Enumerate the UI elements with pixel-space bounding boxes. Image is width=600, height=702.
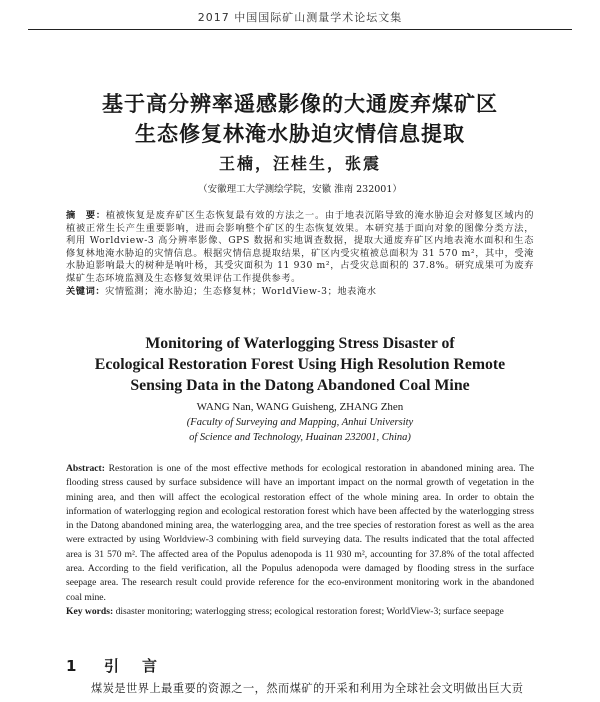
running-header: 2017 中国国际矿山测量学术论坛文集 [197,11,403,24]
cn-authors: 王楠，汪桂生，张震 [218,154,381,173]
cn-keywords-text: 灾情監測；淹水胁迫；生态修复林；WorldView-3；地表淹水 [105,285,377,297]
en-keywords-label: Key words: [66,605,114,617]
body-first-line: 煤炭是世界上最重要的资源之一，然而煤矿的开采和利用为全球社会文明做出巨大贡 [91,682,524,695]
cn-abstract-text: 植被恢复是废弃矿区生态恢复最有效的方法之一。由于地表沉陷导致的淹水胁迫会对修复区域内的植被正常生长产生重要影响，进而会影响整个矿区的生态恢复效果。本研究基于面向对象的图像分类方法，利用 Worldview-3 高分辨率影像、GPS 数据和实地调查数据，提取大通废弃矿区内地表淹水面积和生态修复林地淹水胁迫的灾情信息。根据灾情信息提取结果，矿区内受灾植被总面积为 31 570 m²，其中，受淹水胁迫影响最大的树种是响叶杨，其受灾面积为 11 930 m²，占受灾总面积的 37.8%。研究成果可为废弃煤矿生态环境监测及生态修复效果评估工作提供参考。 [66,210,534,284]
section-title-char-2: 言 [142,657,158,675]
header-rule [28,29,572,30]
cn-abstract [66,210,534,298]
section-heading [66,655,157,676]
cn-title-line-2: 生态修复林淹水胁迫灾情信息提取 [135,121,465,146]
cn-title-line-1: 基于高分辨率遥感影像的大通废弃煤矿区 [102,91,498,116]
section-number: 1 [66,657,77,675]
en-authors: WANG Nan, WANG Guisheng, ZHANG Zhen [196,401,404,413]
en-abstract-text: Restoration is one of the most effective methods for ecological restoration in abandoned mining area. The flooding stress caused by surface subsidence will have an important impact on the normal growth of vegetation in the mining area, and then will affect the ecological restoration effect of the whole mining area. In order to obtain the information of waterlogging region and ecological restoration forest which have been affected by the waterlogging stress in the Datong abandoned mining area, the waterlogging area, and the tree species of restoration forest as well as the area were extracted by using Worldview-3 combining with field surveying data. The results indicated that the total affected area is 31 570 m². The affected area of the Populus adenopoda is 11 930 m², accounting for 37.8% of the total affected area. According to the field verification, all the Populus adenopoda were damaged by flooding stress in the surface seepage area. The research result could provide reference for the eco-environment monitoring work in the abandoned coal mine. [66,463,534,603]
en-title-line-1: Monitoring of Waterlogging Stress Disaster of [145,335,455,352]
en-affiliation-line-2: of Science and Technology, Huainan 232001, China) [189,432,411,443]
cn-abstract-label: 摘 要： [66,210,106,221]
en-abstract [66,462,534,619]
cn-keywords-label: 关键词： [66,285,106,297]
en-keywords-text: disaster monitoring; waterlogging stress; ecological restoration forest; WorldView-3; surface seepage [115,605,504,617]
cn-affiliation: （安徽理工大学测绘学院，安徽 淮南 232001） [198,184,402,195]
en-affiliation-line-1: (Faculty of Surveying and Mapping, Anhui University [186,417,414,428]
en-title-line-3: Sensing Data in the Datong Abandoned Coal Mine [130,377,470,394]
en-title-line-2: Ecological Restoration Forest Using High Resolution Remote [94,356,506,373]
en-abstract-label: Abstract: [66,463,105,474]
section-title-char-1: 引 [104,657,120,675]
